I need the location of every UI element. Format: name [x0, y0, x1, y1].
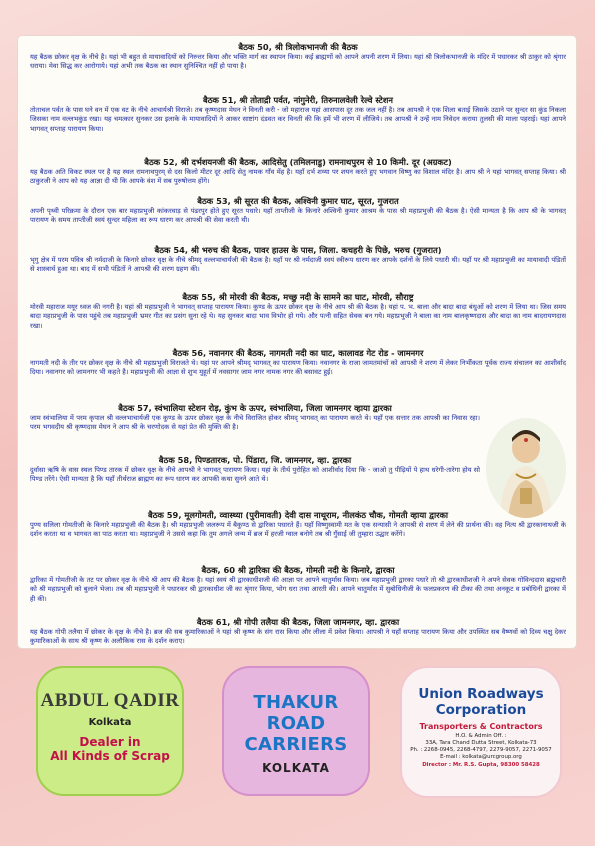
section-heading: बैठक, 60 श्री द्वारिका की बैठक, गोमती नदी के किनारे, द्वारका [201, 565, 395, 575]
ad-tagline-1: Dealer in [79, 735, 141, 749]
baithak-59 [30, 510, 566, 549]
ad-union-roadways [400, 666, 562, 798]
ad-name-line-1: Union Roadways [418, 686, 544, 702]
baithak-57 [30, 403, 480, 442]
ad-city: KOLKATA [262, 761, 330, 775]
section-body: अपनी पृथ्वी परिक्रमा के दौरान एक बार महाप्रभुजी कांकरवाड़ से पंढरपुर होते हुए सूरत पधारे। यहाँ ताप्तीजी के किनारे अश्विनी कुमार आश्रम के पास श्री महाप्रभुजी की बैठक है। ऐसी मान्यता है कि आप श्री के भागवत् पारायण के समय ताप्तीजी स्वयं सुन्दर महिला का रूप धारण कर आपश्री की सेवा करती थी। [30, 207, 566, 225]
section-heading: बैठक 51, श्री तोताद्री पर्वत, नांगुनेरी, तिरुनालवेली रेल्वे स्टेशन [202, 95, 393, 105]
section-heading: बैठक 58, पिण्डतारक, पो. पिंडारा, जि. जामनगर, व्हा. द्वारका [158, 455, 352, 465]
baithak-50 [30, 42, 566, 72]
section-body: नागमती नदी के तीर पर छोकर वृक्ष के नीचे श्री महाप्रभुजी विराजते थे। यहां पर आपने श्रीमद् भागवत् का पारायण किया। नवानगर के राजा जामतमांचों को आपश्री ने शरण में लेकर निर्भीकता पूर्वक राज्य संचालन का आशीर्वाद दिया। नवानगर को जामनगर भी कहते है। महाप्रभुजी की आज्ञा से शुभ मुहूर्त में नवसागर जाम नगर नामक नगर की बसावट हुई। [30, 359, 566, 377]
section-body: तोताचल पर्वत के पास घने वन में एक वट के नीचे आचार्यश्री विराजे। तब कृष्णदास मेघन ने विनती करी - जो महाराज यहां आसपास दूर तक जल नहीं है। तब आपश्री ने एक शिला बताई जिसके उठाने पर सुन्दर सा कुंड निकला जिसका नाम वल्लभकुंड रखा। यह चमत्कार सुनकर उस इलाके के मायावादियों ने आकर साष्टांग दंडवत कर विनती की कि हमें भी शरण में लीजिये। तब आपश्री ने उन्हें नाम निवेदन कराया तुलसी की माला पहराई। यहां आपने भागवत् सप्ताह पारायण किया। [30, 106, 566, 133]
section-body: द्वारिका में गोमतीजी के तट पर छोकर वृक्ष के नीचे श्री आप की बैठक है। यहां स्वयं श्री द्वारकाधीशजी की आज्ञा पर आपने चातुर्मास किया। जब महाप्रभुजी द्वारका पधारे तो श्री द्वारकाधीशजी ने अपने सेवक गोविन्ददास ब्रह्मचारी को श्री महाप्रभुजी को बुलाने भेजा। तब श्री महाप्रभुजी ने पधारकर श्री द्वारकाधीश जी का श्रृंगार किया, भोग धरा तथा आरती की। आपने चातुर्मास में सुबोधिनीजी के फलप्रकरण की टीका की तथा अनकूट व प्रबोधिनी द्वारका में ही की। [30, 576, 566, 603]
ad-name-line-2: Corporation [435, 702, 527, 718]
section-body: जाम स्वंभालिया में परम कृपाल श्री वल्लभाचार्यजी एक कुण्ड के ऊपर छोकर वृक्ष के नीचे विराजित होकर श्रीमद् भागवत् का पारायण करते थे। यहाँ एक सत्तार तक आपश्री का निवास रहा। परम भगवदीय श्री कृष्णदास मेघन ने आप श्री के चरणोदक से यहां प्रेत की मुक्ति की है। [30, 414, 480, 432]
section-heading: बैठक 54, श्री भरुच की बैठक, पावर हाउस के पास, जिला. कचहरी के पिछे, भरुच (गुजरात) [154, 245, 442, 255]
ad-name-line-1: THAKUR ROAD [253, 692, 339, 734]
ad-tagline: Transporters & Contractors [419, 722, 543, 731]
section-body: भृगु क्षेत्र में परम पवित्र श्री नर्मदाजी के किनारे छोकर वृक्ष के नीचे श्रीमद् वल्लभाचार्यजी की बैठक है। यहाँ पर श्री नर्मदाजी स्वयं स्त्रीरूप धारण कर आपके दर्शनों के लिये पधारी थी। यहाँ पर श्री महाप्रभुजी का मायावादी पंडितों से शास्त्रार्थ हुआ था। बाद में सभी पंडितों ने आपश्री की शरण ग्रहण की। [30, 256, 566, 274]
section-body: यह बैठक छोकर वृक्ष के नीचे है। यहां भी बहुत से मायावादियों को निरुत्तर किया और भक्ति मार्ग का स्थापन किया। कई ब्राह्मणों को आपने अपनी शरण में लिया। यहां श्री त्रिलोकभानजी के मंदिर में पधारकर श्री ठाकुर को श्रृंगार धराया। मेवा सिद्ध कर आरोगाये। यहां अभी तक बैठक का स्थान सुनिश्चित नहीं हो पाया है। [30, 53, 566, 71]
mahaprabhuji-portrait [486, 418, 566, 518]
section-heading: बैठक 59, मूलगोमती, व्वास्थ्या (पुरीमावती) देवी दास नाथूराम, नीलकंठ चौक, गोमती व्हाया द्वारका [147, 510, 449, 520]
ad-office: H.O. & Admin Off. : [455, 733, 507, 739]
section-heading: बैठक 61, श्री गोपी तलैया की बैठक, जिला जामनगर, व्हा. द्वारका [196, 617, 400, 627]
section-heading: बैठक 53, श्री सूरत की बैठक, अश्विनी कुमार घाट, सूरत, गुजरात [197, 196, 399, 206]
baithak-55 [30, 292, 566, 331]
baithak-56 [30, 348, 566, 387]
ad-name: ABDUL QADIR [40, 690, 180, 711]
section-heading: बैठक 50, श्री त्रिलोकभानजी की बैठक [238, 42, 358, 52]
baithak-51 [30, 95, 566, 144]
ad-email: E-mail : kolkata@urcgroup.org [440, 754, 522, 760]
section-body: मोरवी महाराज मयूर ध्वज की नगरी है। यहां श्री महाप्रभुजी ने भागवत् सप्ताह पारायण किया। कुण्ड के ऊपर छोकर वृक्ष के नीचे आप श्री की बैठक है। यहां प. भ. बाला और बादा बादा बंधुओं को शरण में लिया था। जिस समय बादा महाप्रभुजी के पास पहुंचे तब महाप्रभुजी भ्रमर गीत का प्रसंग सुना रहे थे। यह सुनकर बादा भाव विभोर हो गये। और पत्नी सहित सेवक बन गये। महाप्रभुजी ने बाला का नाम बालकृष्णदास और बादा का नाम बादरायणदास रखा। [30, 303, 566, 330]
baithak-52 [30, 157, 566, 187]
ad-city: Kolkata [88, 717, 132, 728]
ad-director: Director : Mr. R.S. Gupta, 98300 58428 [422, 762, 540, 768]
ad-thakur-road-carriers [222, 666, 370, 796]
section-body: यह बैठक अति विकट स्थल पर है यह स्थल रामनाथपुरम् से दस किलो मीटर दूर आदि सेतु नामक गाँव मेंह है। यहाँ दर्भ शय्या पर शयन करते हुए भगवान विष्णु का विशाल मंदिर है। आप श्री ने यहां भागवत् सप्ताह किया। श्री ठाकुरजी ने आप को यह आज्ञा दी थी कि आपके वंश में सब पुरुषोत्तम होंगे। [30, 168, 566, 186]
ad-name-line-2: CARRIERS [244, 734, 348, 755]
baithak-61 [30, 617, 566, 647]
section-body: यह बैठक गोपी तलैया में छोकर के वृक्ष के नीचे है। ब्रज की सब कुमारिकाओं ने यहां श्री कृष्ण के संग रास किया और लीला में प्रवेश किया। आपश्री ने यहाँ सप्ताह पारायण किया और उपस्थित सब वैष्णवों को दिव्य चक्षु देकर कुमारिकाओं के साथ श्री कृष्ण के अलौकिक रास के दर्शन कराए। [30, 628, 566, 646]
section-heading: बैठक 55, श्री मोरवी की बैठक, मच्छु नदी के सामने का घाट, मोरवी, सौराष्ट्र [182, 292, 414, 302]
baithak-54 [30, 245, 566, 275]
section-body: दुर्वासा ऋषि के वास स्थल पिण्ड तारक में छोकर वृक्ष के नीचे आपश्री ने भागवत् पारायण किया। यहां के तीर्थ पुरोहित को आशीर्वाद दिया कि - जाओ तु पीढ़ियों पे हाथ धरेगी-तारेगा होय सो पिण्ड तरेंगे। ऐसी मान्यता है कि यहाँ तीर्थराज ब्राह्मण का रूप धारण कर आपकी कथा सुनने आते थे। [30, 466, 480, 484]
ad-tagline-2: All Kinds of Scrap [50, 749, 170, 763]
section-heading: बैठक 56, नवानगर की बैठक, नागमती नदी का घाट, कालावड गेट रोड - जामनगर [172, 348, 424, 358]
baithak-58 [30, 455, 480, 494]
baithak-53 [30, 196, 566, 226]
ad-abdul-qadir [36, 666, 184, 796]
ad-phone: Ph. : 2268-0945, 2268-4797, 2279-9057, 2271-9057 [410, 747, 552, 753]
baithak-60 [30, 565, 566, 604]
section-heading: बैठक 57, स्वंभालिया स्टेशन रोड़, कुंभ के ऊपर, स्वंभालिया, जिला जामनगर व्हाया द्वारका [118, 403, 392, 413]
section-body: पुण्य सलिला गोमतीजी के किनारे महाप्रभुजी की बैठक है। श्री महाप्रभुजी जलरूप में बैकुण्ठ से द्वारिका पधारते हैं। यहाँ विष्णुस्वामी मत के एक सन्यासी ने आपश्री से शरण में लेने की प्रार्थना की। वह नित्य श्री द्वारकानाथजी के दर्शन करता था व भागवत का पाठ करता था। महाप्रभुजी ने उससे कहा कि तुम अगले जन्म में ब्रज में हरजी ग्वाल बनोगे तब श्री गुँसाई जी तुम्हारा उद्धार करेंगे। [30, 521, 566, 539]
ad-address: 33A, Tara Chand Dutta Street, Kolkata-73 [425, 740, 537, 746]
section-heading: बैठक 52, श्री दर्भशयनजी की बैठक, आदिसेतु (तमिलनाडु) रामनाथपुरम से 10 किमी. दूर (अग्रकट) [144, 157, 452, 167]
